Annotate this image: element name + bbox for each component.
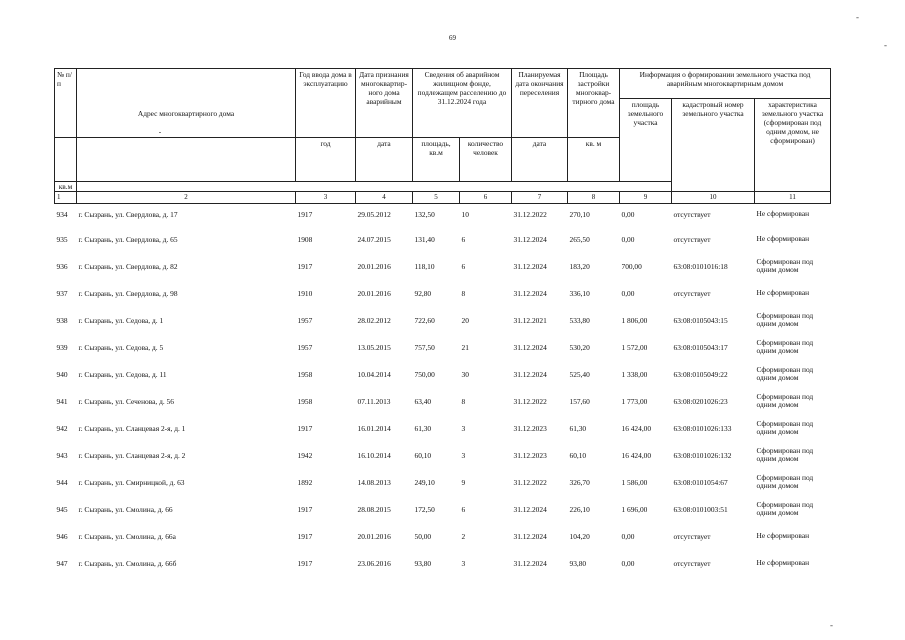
table-cell: 10 — [461, 210, 469, 220]
table-cell: 20.01.2016 — [357, 288, 391, 298]
table-cell: 750,00 — [414, 369, 435, 379]
units-date-2: дата — [512, 138, 568, 182]
table-row — [55, 253, 831, 280]
table-cell: 31.12.2022 — [513, 396, 547, 406]
table-cell: 1 773,00 — [621, 396, 648, 406]
table-row — [55, 361, 831, 388]
table-cell: 61,30 — [569, 423, 587, 433]
column-number: 4 — [356, 192, 413, 204]
table-cell: 939 — [56, 342, 68, 352]
table-row — [55, 307, 831, 334]
table-cell: 118,10 — [414, 261, 435, 271]
table-cell: Сформирован под одним домом — [756, 256, 814, 275]
table-row — [55, 442, 831, 469]
table-cell: 13.05.2015 — [357, 342, 391, 352]
table-cell: 31.12.2024 — [513, 261, 547, 271]
units-sqm-2: кв.м — [55, 182, 77, 192]
units-area: площадь, кв.м — [413, 138, 460, 182]
table-cell: Не сформирован — [756, 287, 810, 297]
header-num: № п/п — [55, 69, 77, 138]
table-row — [55, 415, 831, 442]
table-cell: 9 — [461, 477, 466, 487]
table-cell: 1 806,00 — [621, 315, 648, 325]
table-cell: 1917 — [297, 210, 313, 220]
table-cell: г. Сызрань, ул. Седова, д. 11 — [78, 369, 167, 379]
column-number: 11 — [755, 192, 831, 204]
table-cell: 937 — [56, 288, 68, 298]
table-body — [55, 203, 831, 577]
column-number: 3 — [296, 192, 356, 204]
table-cell: 1 338,00 — [621, 369, 648, 379]
table-cell: Сформирован под одним домом — [756, 310, 814, 329]
bottom-mark: - — [830, 620, 833, 630]
table-cell: 31.12.2024 — [513, 369, 547, 379]
table-cell: 938 — [56, 315, 68, 325]
table-cell: 20.01.2016 — [357, 261, 391, 271]
table-cell: 20.01.2016 — [357, 531, 391, 541]
table-cell: 265,50 — [569, 234, 590, 244]
column-number: 8 — [568, 192, 620, 204]
table-cell: 249,10 — [414, 477, 435, 487]
table-cell: 183,20 — [569, 261, 590, 271]
table-cell: г. Сызрань, ул. Смолина, д. 66б — [78, 558, 177, 568]
table-cell: 63:08:0101054:67 — [673, 477, 728, 487]
table-cell: 8 — [461, 396, 466, 406]
table-cell: 1917 — [297, 531, 313, 541]
table-cell: отсутствует — [673, 558, 711, 568]
table-cell: Сформирован под одним домом — [756, 445, 814, 464]
table-cell: 1 696,00 — [621, 504, 648, 514]
table-cell: 1958 — [297, 369, 313, 379]
table-cell: 07.11.2013 — [357, 396, 391, 406]
table-cell: 3 — [461, 558, 466, 568]
table-cell: Сформирован под одним домом — [756, 472, 814, 491]
column-number: 5 — [413, 192, 460, 204]
table-cell: 1 586,00 — [621, 477, 648, 487]
table-cell: Не сформирован — [756, 530, 810, 540]
table-cell: 63:08:0105049:22 — [673, 369, 728, 379]
header-characteristic: характеристика земельного участка (сформирован под одним домом, не сформирован) — [755, 99, 831, 192]
table-cell: 0,00 — [621, 234, 635, 244]
table-cell: 92,80 — [414, 288, 432, 298]
header-land-info: Информация о формировании земельного участка под аварийным многоквартирным домом — [620, 69, 831, 99]
table-row — [55, 226, 831, 253]
table-cell: 93,80 — [414, 558, 432, 568]
table-cell: 61,30 — [414, 423, 432, 433]
table-cell: 722,60 — [414, 315, 435, 325]
table-cell: 60,10 — [569, 450, 587, 460]
table-cell: 23.06.2016 — [357, 558, 391, 568]
table-cell: г. Сызрань, ул. Свердлова, д. 82 — [78, 261, 178, 271]
table-cell: 942 — [56, 423, 68, 433]
table-cell: 226,10 — [569, 504, 590, 514]
header-cadastral: кадастровый номер земельного участка — [672, 99, 755, 192]
table-cell: 21 — [461, 342, 469, 352]
table-cell: 31.12.2024 — [513, 234, 547, 244]
table-cell: 1957 — [297, 342, 313, 352]
table-cell: 16 424,00 — [621, 450, 652, 460]
table-cell: 946 — [56, 531, 68, 541]
table-cell: 63,40 — [414, 396, 432, 406]
units-people: количество человек — [460, 138, 512, 182]
table-cell: 63:08:0101026:133 — [673, 423, 732, 433]
table-cell: 63:08:0105043:17 — [673, 342, 728, 352]
table-cell: г. Сызрань, ул. Смирницкой, д. 63 — [78, 477, 185, 487]
table-cell: 1910 — [297, 288, 313, 298]
header-land-area: площадь земельного участка — [620, 99, 672, 182]
table-row — [55, 469, 831, 496]
table-cell: 1917 — [297, 423, 313, 433]
table-cell: 935 — [56, 234, 68, 244]
column-number: 7 — [512, 192, 568, 204]
table-cell: г. Сызрань, ул. Свердлова, д. 98 — [78, 288, 178, 298]
table-cell: 31.12.2024 — [513, 288, 547, 298]
table-cell: 31.12.2024 — [513, 342, 547, 352]
header-year-built: Год ввода дома в эксплуатацию — [296, 69, 356, 138]
table-cell: 63:08:0101026:132 — [673, 450, 732, 460]
table-cell: 16.10.2014 — [357, 450, 391, 460]
table-cell: 3 — [461, 450, 466, 460]
table-cell: 2 — [461, 531, 466, 541]
table-cell: г. Сызрань, ул. Смолина, д. 66а — [78, 531, 176, 541]
table-cell: 50,00 — [414, 531, 432, 541]
table-cell: Сформирован под одним домом — [756, 391, 814, 410]
table-cell: 1917 — [297, 261, 313, 271]
table-cell: 60,10 — [414, 450, 432, 460]
column-number: 10 — [672, 192, 755, 204]
table-cell: 940 — [56, 369, 68, 379]
side-mark: - — [884, 40, 887, 50]
table-cell: г. Сызрань, ул. Седова, д. 1 — [78, 315, 164, 325]
table-row — [55, 334, 831, 361]
table-cell: 31.12.2023 — [513, 423, 547, 433]
column-number: 2 — [77, 192, 296, 204]
table-cell: 1892 — [297, 477, 313, 487]
table-cell: 31.12.2021 — [513, 315, 547, 325]
table-cell: 1957 — [297, 315, 313, 325]
table-cell: Не сформирован — [756, 557, 810, 567]
table-cell: 947 — [56, 558, 68, 568]
table-cell: 31.12.2024 — [513, 531, 547, 541]
table-cell: 6 — [461, 504, 466, 514]
table-cell: 31.12.2022 — [513, 477, 547, 487]
table-cell: Не сформирован — [756, 233, 810, 243]
table-cell: 132,50 — [414, 210, 435, 220]
table-cell: 16.01.2014 — [357, 423, 391, 433]
table-cell: 63:08:0105043:15 — [673, 315, 728, 325]
table-cell: г. Сызрань, ул. Седова, д. 5 — [78, 342, 164, 352]
table-cell: 941 — [56, 396, 68, 406]
table-cell: 1917 — [297, 558, 313, 568]
table-cell: 172,50 — [414, 504, 435, 514]
table-cell: Сформирован под одним домом — [756, 418, 814, 437]
table-cell: 31.12.2023 — [513, 450, 547, 460]
table-row — [55, 496, 831, 523]
table-cell: 6 — [461, 261, 466, 271]
table-cell: 0,00 — [621, 531, 635, 541]
table-cell: 104,20 — [569, 531, 590, 541]
table-cell: отсутствует — [673, 288, 711, 298]
table-row — [55, 203, 831, 226]
header-planned-date: Планируемая дата окончания переселения — [512, 69, 568, 138]
table-cell: 14.08.2013 — [357, 477, 391, 487]
table-cell: 131,40 — [414, 234, 435, 244]
table-cell: 29.05.2012 — [357, 210, 391, 220]
header-date-emergency: Дата признания многоквартир-ного дома аварийным — [356, 69, 413, 138]
table-cell: 1942 — [297, 450, 313, 460]
table-cell: Сформирован под одним домом — [756, 499, 814, 518]
table-cell: г. Сызрань, ул. Смолина, д. 66 — [78, 504, 173, 514]
table-cell: г. Сызрань, ул. Сланцевая 2-я, д. 2 — [78, 450, 186, 460]
table-cell: 1917 — [297, 504, 313, 514]
column-numbers-row — [55, 192, 831, 204]
table-cell: 28.08.2015 — [357, 504, 391, 514]
header-address — [77, 69, 296, 138]
units-empty-2 — [77, 138, 296, 182]
units-date: дата — [356, 138, 413, 182]
table-cell: 3 — [461, 423, 466, 433]
table-cell: 157,60 — [569, 396, 590, 406]
table-cell: 326,70 — [569, 477, 590, 487]
units-year: год — [296, 138, 356, 182]
table-cell: 0,00 — [621, 558, 635, 568]
table-cell: 63:08:0201026:23 — [673, 396, 728, 406]
table-row — [55, 280, 831, 307]
header-address-text: Адрес многоквартирного дома — [137, 109, 235, 118]
table-cell: 6 — [461, 234, 466, 244]
table-cell: г. Сызрань, ул. Сланцевая 2-я, д. 1 — [78, 423, 186, 433]
table-cell: Не сформирован — [756, 209, 810, 219]
table-cell: 533,80 — [569, 315, 590, 325]
table-cell: 700,00 — [621, 261, 642, 271]
table-row — [55, 523, 831, 550]
table-cell: 530,20 — [569, 342, 590, 352]
units-empty-1 — [55, 138, 77, 182]
column-number: 6 — [460, 192, 512, 204]
table-cell: отсутствует — [673, 531, 711, 541]
units-sqm: кв. м — [568, 138, 620, 182]
table-cell: 936 — [56, 261, 68, 271]
header-emergency-fund: Сведения об аварийном жилищном фонде, подлежащем расселению до 31.12.2024 года — [413, 69, 512, 138]
table-cell: г. Сызрань, ул. Сеченова, д. 56 — [78, 396, 174, 406]
header-building-area: Площадь застройки многоквар-тирного дома — [568, 69, 620, 138]
table-cell: 31.12.2024 — [513, 558, 547, 568]
page-number: 69 — [449, 34, 456, 42]
table-cell: 934 — [56, 210, 68, 220]
table-cell: Сформирован под одним домом — [756, 364, 814, 383]
table-cell: 943 — [56, 450, 68, 460]
table-cell: 63:08:0101016:18 — [673, 261, 728, 271]
table-cell: 31.12.2024 — [513, 504, 547, 514]
table-row — [55, 550, 831, 577]
table-cell: 0,00 — [621, 288, 635, 298]
table-cell: 63:08:0101003:51 — [673, 504, 728, 514]
table-cell: 757,50 — [414, 342, 435, 352]
table-cell: 1958 — [297, 396, 313, 406]
table-cell: 16 424,00 — [621, 423, 652, 433]
table-cell: 24.07.2015 — [357, 234, 391, 244]
header-address-mark: - — [158, 127, 162, 137]
table-row — [55, 388, 831, 415]
table-cell: 525,40 — [569, 369, 590, 379]
table-cell: 1 572,00 — [621, 342, 648, 352]
table-cell: 31.12.2022 — [513, 210, 547, 220]
column-number: 1 — [55, 192, 77, 204]
table-cell: 28.02.2012 — [357, 315, 391, 325]
table-cell: 945 — [56, 504, 68, 514]
table-cell: 30 — [461, 369, 469, 379]
table-cell: 10.04.2014 — [357, 369, 391, 379]
column-number: 9 — [620, 192, 672, 204]
table-cell: 8 — [461, 288, 466, 298]
table-cell: г. Сызрань, ул. Свердлова, д. 65 — [78, 234, 178, 244]
table-cell: отсутствует — [673, 234, 711, 244]
emergency-housing-table — [54, 68, 831, 577]
table-cell: 93,80 — [569, 558, 587, 568]
table-cell: 20 — [461, 315, 469, 325]
table-cell: 0,00 — [621, 210, 635, 220]
table-cell: 336,10 — [569, 288, 590, 298]
table-cell: г. Сызрань, ул. Свердлова, д. 17 — [78, 210, 178, 220]
table-cell: 1908 — [297, 234, 313, 244]
table-cell: 944 — [56, 477, 68, 487]
table-cell: Сформирован под одним домом — [756, 337, 814, 356]
table-cell: 270,10 — [569, 210, 590, 220]
table-cell: отсутствует — [673, 210, 711, 220]
corner-mark: - — [856, 12, 859, 22]
